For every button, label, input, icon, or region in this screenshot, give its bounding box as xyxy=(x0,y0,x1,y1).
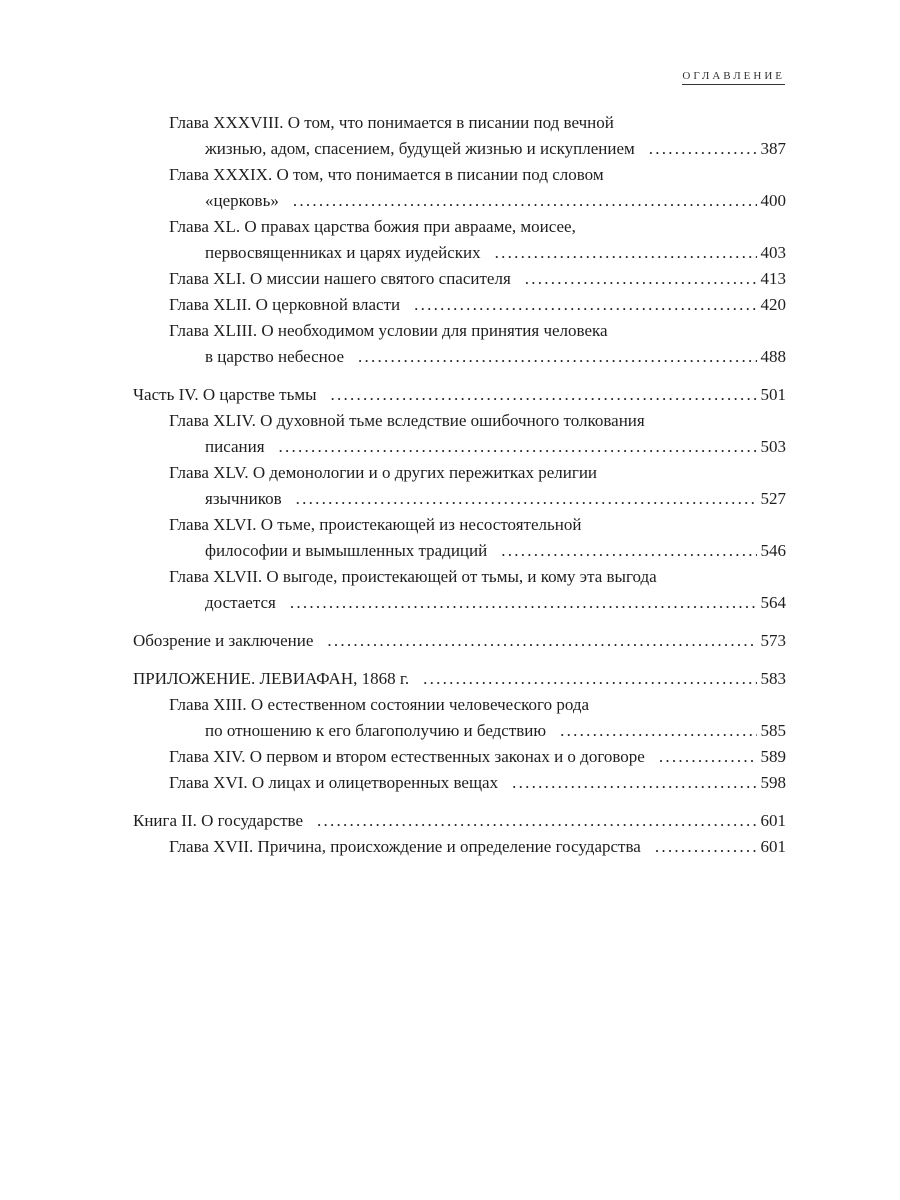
toc-entry-title: Часть IV. О царстве тьмы xyxy=(133,385,317,404)
toc-page-number: 601 xyxy=(760,837,786,856)
toc-entry-title: Книга II. О государстве xyxy=(133,811,304,830)
toc-entry-title: Глава XLII. О церковной власти xyxy=(169,295,401,314)
dot-leader xyxy=(501,538,756,564)
toc-entry-title-cont: по отношению к его благополучию и бедствию xyxy=(205,721,547,740)
toc-page-number: 413 xyxy=(760,269,786,288)
toc-entry-title: Глава XXXVIII. О том, что понимается в писании под вечной xyxy=(169,113,614,132)
dot-leader xyxy=(423,666,756,692)
toc-entry-title: ПРИЛОЖЕНИЕ. ЛЕВИАФАН, 1868 г. xyxy=(133,669,410,688)
toc-entry-title: Глава XLIII. О необходимом условии для принятия человека xyxy=(169,321,608,340)
toc-page-number: 564 xyxy=(760,593,786,612)
dot-leader xyxy=(659,744,757,770)
toc-page-number: 601 xyxy=(760,811,786,830)
toc-part-entry xyxy=(133,666,786,692)
toc-entry-title-cont: в царство небесное xyxy=(205,347,344,366)
toc-entry xyxy=(133,162,786,214)
toc-entry xyxy=(133,318,786,370)
dot-leader xyxy=(414,292,756,318)
toc-page-number: 546 xyxy=(760,541,786,560)
toc-page-number: 400 xyxy=(760,191,786,210)
dot-leader xyxy=(317,808,756,834)
toc-page-number: 583 xyxy=(760,669,786,688)
dot-leader xyxy=(525,266,757,292)
toc-entry xyxy=(133,692,786,744)
running-head: ОГЛАВЛЕНИЕ xyxy=(682,70,785,85)
toc-entry-title-cont: язычников xyxy=(205,489,282,508)
table-of-contents xyxy=(133,110,786,860)
toc-entry-title: Обозрение и заключение xyxy=(133,631,314,650)
toc-entry-title: Глава XVI. О лицах и олицетворенных вещах xyxy=(169,773,499,792)
toc-page-number: 387 xyxy=(760,139,786,158)
toc-entry xyxy=(133,770,786,796)
toc-entry xyxy=(133,266,786,292)
dot-leader xyxy=(296,486,757,512)
dot-leader xyxy=(560,718,756,744)
dot-leader xyxy=(495,240,757,266)
dot-leader xyxy=(279,434,757,460)
toc-entry xyxy=(133,564,786,616)
toc-entry-title-cont: философии и вымышленных традиций xyxy=(205,541,488,560)
toc-entry xyxy=(133,512,786,564)
toc-part-entry xyxy=(133,382,786,408)
toc-part-entry xyxy=(133,628,786,654)
dot-leader xyxy=(655,834,757,860)
toc-entry-title-cont: первосвященниках и царях иудейских xyxy=(205,243,481,262)
toc-page-number: 488 xyxy=(760,347,786,366)
dot-leader xyxy=(649,136,757,162)
toc-page-number: 420 xyxy=(760,295,786,314)
toc-entry-title: Глава XLVI. О тьме, проистекающей из несостоятельной xyxy=(169,515,582,534)
toc-entry-title-cont: достается xyxy=(205,593,276,612)
toc-entry-title: Глава XXXIX. О том, что понимается в писании под словом xyxy=(169,165,604,184)
toc-entry xyxy=(133,460,786,512)
toc-entry-title: Глава XVII. Причина, происхождение и определение государства xyxy=(169,837,641,856)
toc-entry xyxy=(133,408,786,460)
toc-page-number: 527 xyxy=(760,489,786,508)
toc-entry-title-cont: «церковь» xyxy=(205,191,279,210)
toc-page-number: 501 xyxy=(760,385,786,404)
toc-entry xyxy=(133,214,786,266)
toc-entry-title: Глава XIII. О естественном состоянии человеческого рода xyxy=(169,695,590,714)
toc-page-number: 573 xyxy=(760,631,786,650)
toc-entry-title-cont: писания xyxy=(205,437,265,456)
toc-entry-title: Глава XLI. О миссии нашего святого спасителя xyxy=(169,269,511,288)
toc-page-number: 403 xyxy=(760,243,786,262)
toc-part-entry xyxy=(133,808,786,834)
toc-entry xyxy=(133,110,786,162)
toc-entry-title: Глава XLVII. О выгоде, проистекающей от тьмы, и кому эта выгода xyxy=(169,567,657,586)
toc-page-number: 589 xyxy=(760,747,786,766)
toc-page-number: 503 xyxy=(760,437,786,456)
toc-page-number: 598 xyxy=(760,773,786,792)
toc-page-number: 585 xyxy=(760,721,786,740)
dot-leader xyxy=(293,188,757,214)
toc-entry-title: Глава XL. О правах царства божия при аврааме, моисее, xyxy=(169,217,576,236)
dot-leader xyxy=(290,590,757,616)
dot-leader xyxy=(327,628,756,654)
toc-entry xyxy=(133,744,786,770)
toc-entry-title: Глава XIV. О первом и втором естественных законах и о договоре xyxy=(169,747,645,766)
dot-leader xyxy=(358,344,757,370)
dot-leader xyxy=(512,770,756,796)
dot-leader xyxy=(331,382,757,408)
toc-entry-title-cont: жизнью, адом, спасением, будущей жизнью и искуплением xyxy=(205,139,635,158)
toc-entry xyxy=(133,292,786,318)
toc-entry-title: Глава XLV. О демонологии и о других пережитках религии xyxy=(169,463,598,482)
toc-entry-title: Глава XLIV. О духовной тьме вследствие ошибочного толкования xyxy=(169,411,645,430)
toc-entry xyxy=(133,834,786,860)
